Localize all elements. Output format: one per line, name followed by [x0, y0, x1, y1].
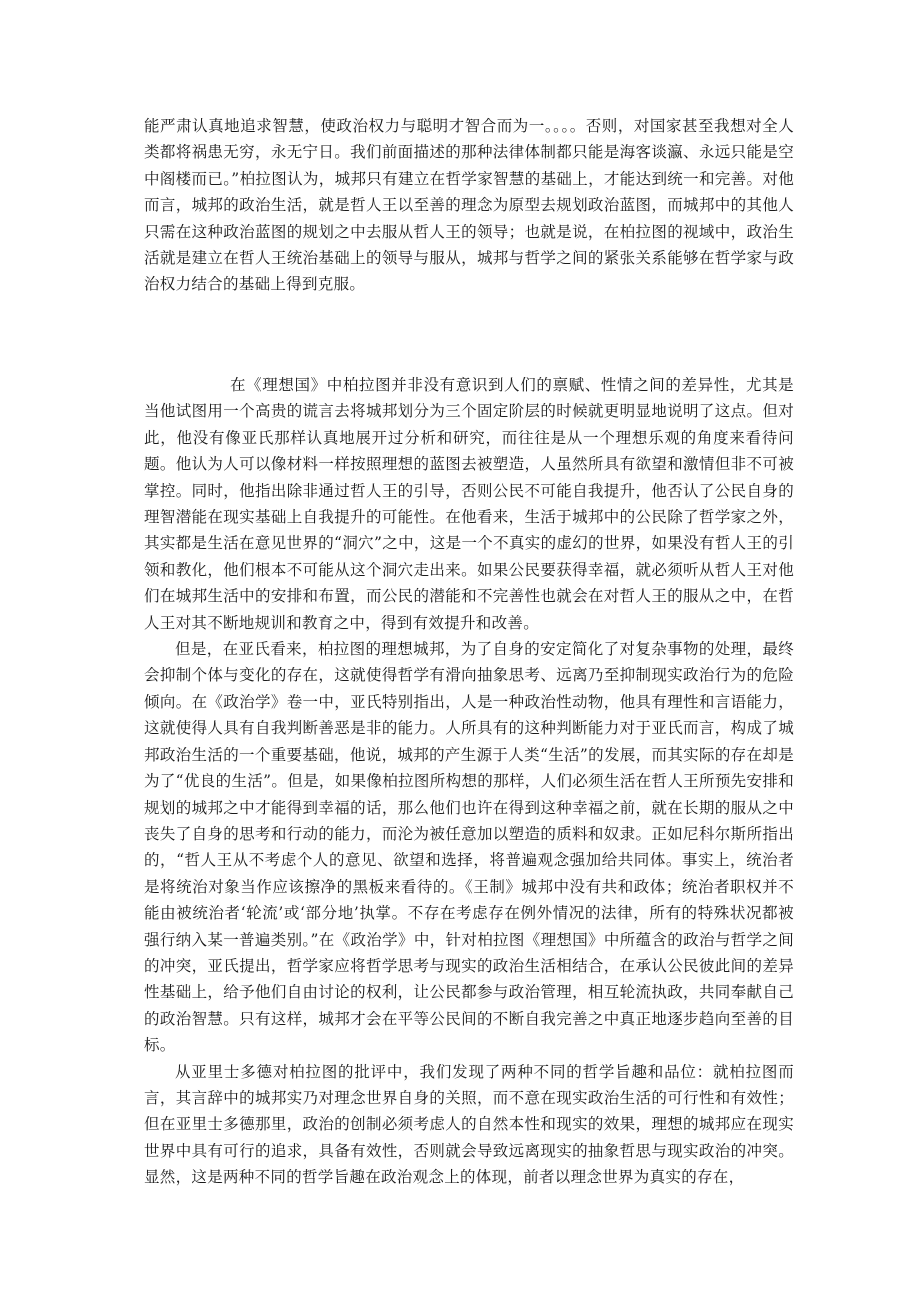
- paragraph-4: 从亚里士多德对柏拉图的批评中，我们发现了两种不同的哲学旨趣和品位：就柏拉图而言，其言辞中的城邦实乃对理念世界自身的关照，而不意在现实政治生活的可行性和有效性；但在亚里士多德那里，政治的创制必须考虑人的自然本性和现实的效果，理想的城邦应在现实世界中具有可行的追求，具备有效性，否则就会导致远离现实的抽象哲思与现实政治的冲突。显然，这是两种不同的哲学旨趣在政治观念上的体现，前者以理念世界为真实的存在，: [144, 1062, 794, 1187]
- text-section-top: [144, 113, 794, 298]
- text-section-main: [144, 372, 794, 1191]
- paragraph-1: 能严肃认真地追求智慧，使政治权力与聪明才智合而为一。。。。否则，对国家甚至我想对全人类都将祸患无穷，永无宁日。我们前面描述的那种法律体制都只能是海客谈瀛、永远只能是空中阁楼而已。”柏拉图认为，城邦只有建立在哲学家智慧的基础上，才能达到统一和完善。对他而言，城邦的政治生活，就是哲人王以至善的理念为原型去规划政治蓝图，而城邦中的其他人只需在这种政治蓝图的规划之中去服从哲人王的领导；也就是说，在柏拉图的视域中，政治生活就是建立在哲人王统治基础上的领导与服从，城邦与哲学之间的紧张关系能够在哲学家与政治权力结合的基础上得到克服。: [144, 117, 794, 294]
- paragraph-3: 但是，在亚氏看来，柏拉图的理想城邦，为了自身的安定简化了对复杂事物的处理，最终会抑制个体与变化的存在，这就使得哲学有滑向抽象思考、远离乃至抑制现实政治行为的危险倾向。在《政治学》卷一中，亚氏特别指出，人是一种政治性动物，他具有理性和言语能力，这就使得人具有自我判断善恶是非的能力。人所具有的这种判断能力对于亚氏而言，构成了城邦政治生活的一个重要基础，他说，城邦的产生源于人类“生活”的发展，而其实际的存在却是为了“优良的生活”。但是，如果像柏拉图所构想的那样，人们必须生活在哲人王所预先安排和规划的城邦之中才能得到幸福的话，那么他们也许在得到这种幸福之前，就在长期的服从之中丧失了自身的思考和行动的能力，而沦为被任意加以塑造的质料和奴隶。正如尼科尔斯所指出的，“哲人王从不考虑个人的意见、欲望和选择，将普遍观念强加给共同体。事实上，统治者是将统治对象当作应该擦净的黑板来看待的。《王制》城邦中没有共和政体；统治者职权并不能由被统治者‘轮流’或‘部分地’执掌。不存在考虑存在例外情况的法律，所有的特殊状况都被强行纳入某一普遍类别。”在《政治学》中，针对柏拉图《理想国》中所蕴含的政治与哲学之间的冲突，亚氏提出，哲学家应将哲学思考与现实的政治生活相结合，在承认公民彼此间的差异性基础上，给予他们自由讨论的权利，让公民都参与政治管理，相互轮流执政，共同奉献自己的政治智慧。只有这样，城邦才会在平等公民间的不断自我完善之中真正地逐步趋向至善的目标。: [144, 640, 794, 1055]
- paragraph-2: 在《理想国》中柏拉图并非没有意识到人们的禀赋、性情之间的差异性，尤其是当他试图用一个高贵的谎言去将城邦划分为三个固定阶层的时候就更明显地说明了这点。但对此，他没有像亚氏那样认真地展开过分析和研究，而往往是从一个理想乐观的角度来看待问题。他认为人可以像材料一样按照理想的蓝图去被塑造，人虽然所具有欲望和激情但非不可被掌控。同时，他指出除非通过哲人王的引导，否则公民不可能自我提升，他否认了公民自身的理智潜能在现实基础上自我提升的可能性。在他看来，生活于城邦中的公民除了哲学家之外，其实都是生活在意见世界的“洞穴”之中，这是一个不真实的虚幻的世界，如果没有哲人王的引领和教化，他们根本不可能从这个洞穴走出来。如果公民要获得幸福，就必须听从哲人王对他们在城邦生活中的安排和布置，而公民的潜能和不完善性也就会在对哲人王的服从之中，在哲人王对其不断地规训和教育之中，得到有效提升和改善。: [144, 376, 794, 632]
